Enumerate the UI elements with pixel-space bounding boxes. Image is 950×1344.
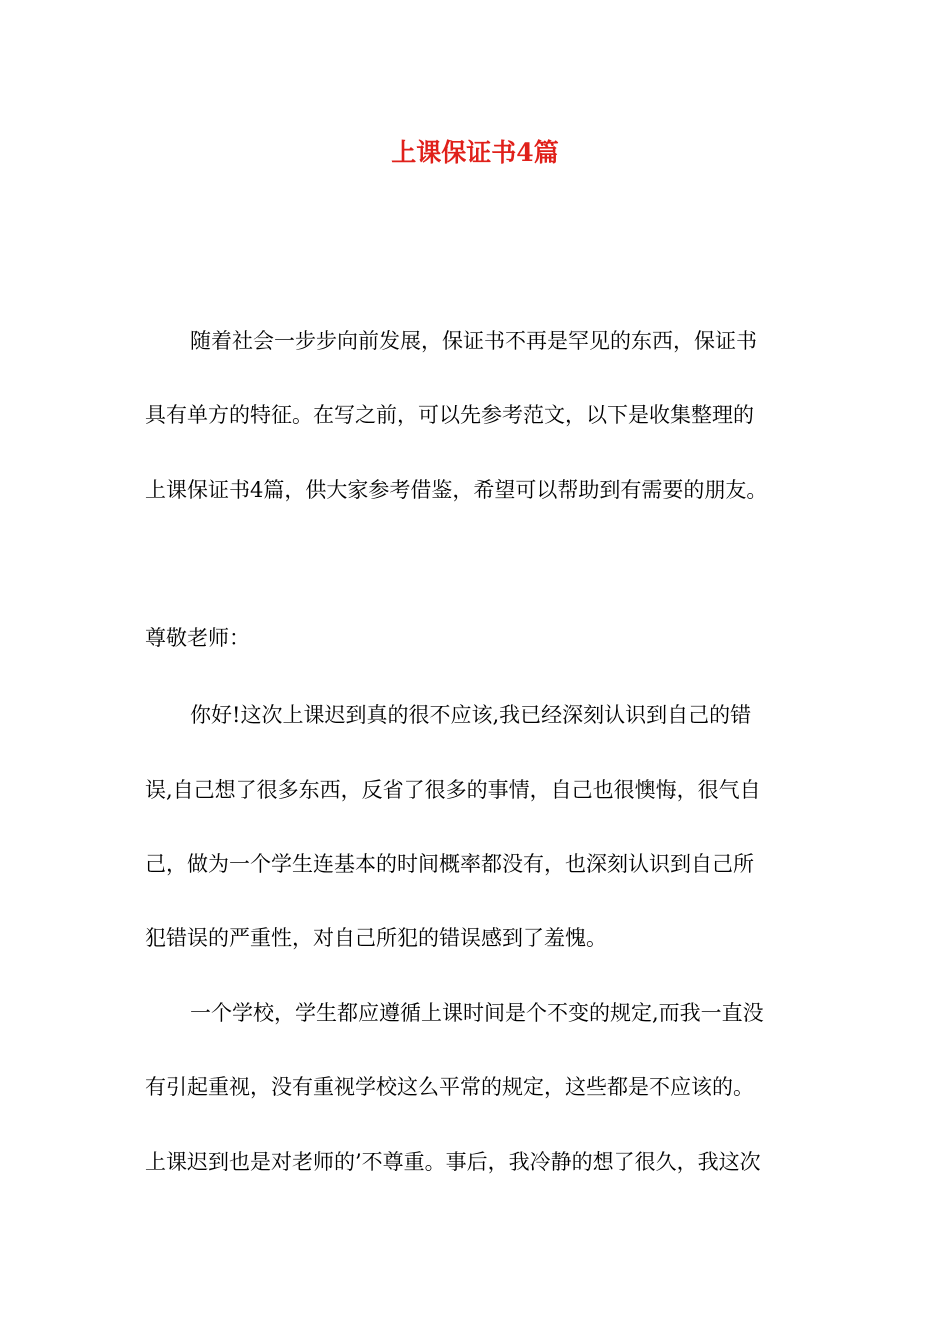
intro-line-2: 具有单方的特征。在写之前，可以先参考范文，以下是收集整理的 [145, 403, 754, 427]
body-line-5: 一个学校，学生都应遵循上课时间是个不变的规定,而我一直没 [190, 1001, 764, 1025]
body-line-2: 误,自己想了很多东西，反省了很多的事情，自己也很懊悔，很气自 [145, 778, 761, 802]
intro-line-1: 随着社会一步步向前发展，保证书不再是罕见的东西，保证书 [190, 329, 757, 353]
body-line-4: 犯错误的严重性，对自己所犯的错误感到了羞愧。 [145, 926, 607, 950]
intro-line-3: 上课保证书4篇，供大家参考借鉴，希望可以帮助到有需要的朋友。 [145, 478, 768, 502]
body-line-6: 有引起重视，没有重视学校这么平常的规定，这些都是不应该的。 [145, 1075, 754, 1099]
body-line-3: 己，做为一个学生连基本的时间概率都没有，也深刻认识到自己所 [145, 852, 754, 876]
body-line-7: 上课迟到也是对老师的’不尊重。事后，我冷静的想了很久，我这次 [145, 1150, 761, 1174]
salutation: 尊敬老师： [145, 626, 250, 650]
document-title: 上课保证书4篇 [391, 138, 559, 167]
body-line-1: 你好!这次上课迟到真的很不应该,我已经深刻认识到自己的错 [190, 703, 752, 727]
